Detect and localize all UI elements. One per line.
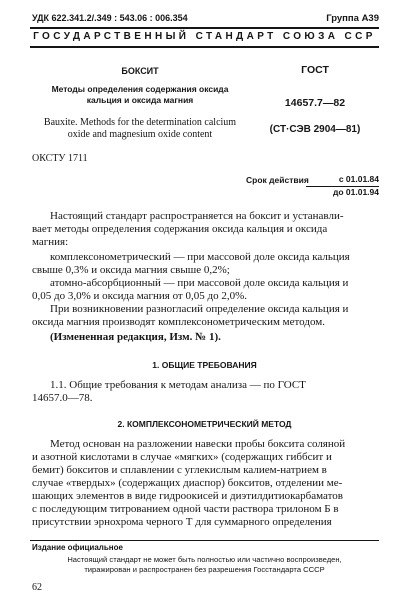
section-2-line: присутствии эрнохрома черного Т для суммарного определения	[32, 516, 332, 528]
intro-line: оксида магния производят комплексонометрическим методом.	[32, 316, 325, 328]
intro-line: комплексонометрический — при массовой доле оксида кальция	[50, 251, 350, 263]
section-2-line: с последующим титрованием одной части раствора трилоном Б в	[32, 503, 339, 515]
section-2-line: бемит) бокситов и сплавлении с углекислым калием-натрием в	[32, 464, 327, 476]
intro-paragraph-complexometric	[32, 251, 379, 277]
intro-line: вает методы определения содержания оксида кальция и оксида	[32, 223, 328, 235]
intro-line: свыше 0,3% и оксида магния свыше 0,2%;	[32, 264, 230, 276]
english-title-line-2: oxide and magnesium oxide content	[67, 129, 213, 140]
method-title	[30, 84, 250, 106]
validity-from: с 01.01.84	[338, 174, 379, 184]
okstu-code: ОКСТУ 1711	[32, 153, 88, 164]
section-2-line: случае «твердых» (содержащих диаспор) бокситов, отделении ме-	[32, 477, 343, 489]
gost-label: ГОСТ	[301, 64, 329, 76]
copyright-notice	[30, 555, 379, 575]
intro-paragraph-scope	[32, 210, 379, 249]
group-code: Группа А39	[326, 13, 379, 24]
intro-line: магния:	[32, 236, 69, 248]
sev-number: (СТ·СЭВ 2904—81)	[269, 124, 361, 135]
udk-code: УДК 622.341.2/.349 : 543.06 : 006.354	[32, 13, 188, 23]
intro-line: атомно-абсорбционный — при массовой доле оксида кальция и	[50, 277, 349, 289]
method-title-line-1: Методы определения содержания оксида	[51, 84, 229, 94]
section-2-line: Метод основан на разложении навески пробы боксита соляной	[50, 438, 346, 450]
method-title-line-2: кальция и оксида магния	[86, 95, 194, 105]
section-2-line: и азотной кислотами в случае «мягких» (содержащих гиббсит и	[32, 451, 332, 463]
intro-line: Настоящий стандарт распространяется на боксит и устанавли-	[50, 210, 344, 222]
amendment-note: (Измененная редакция, Изм. № 1).	[50, 331, 221, 343]
english-title	[30, 117, 250, 141]
section-1-heading: 1. ОБЩИЕ ТРЕБОВАНИЯ	[152, 360, 257, 370]
section-2-line: шающих элементов в виде гидроокисей и диэтилдитиокарбаматов	[32, 490, 344, 502]
section-1-line: 14657.0—78.	[32, 392, 93, 404]
official-edition-label: Издание официальное	[32, 543, 123, 552]
intro-paragraph-atomic-absorption	[32, 277, 379, 303]
section-2-heading: 2. КОМПЛЕКСОНОМЕТРИЧЕСКИЙ МЕТОД	[117, 419, 292, 429]
intro-line: 0,05 до 3,0% и оксида магния от 0,05 до 2,0%.	[32, 290, 247, 302]
intro-line: При возникновении разногласий определение оксида кальция и	[50, 303, 349, 315]
header-rule-bottom	[30, 46, 379, 48]
gost-number: 14657.7—82	[284, 97, 346, 109]
validity-to: до 01.01.94	[332, 187, 379, 197]
validity-label: Срок действия	[246, 175, 309, 185]
header-rule-top	[30, 27, 379, 29]
page-number: 62	[32, 582, 42, 593]
intro-paragraph-disputes	[32, 303, 379, 329]
document-subject: БОКСИТ	[121, 66, 159, 76]
section-1-line: 1.1. Общие требования к методам анализа — по ГОСТ	[50, 379, 306, 391]
copyright-notice-line-1: Настоящий стандарт не может быть полностью или частично воспроизведен,	[67, 555, 342, 564]
standard-title: ГОСУДАРСТВЕННЫЙ СТАНДАРТ СОЮЗА ССР	[33, 31, 376, 42]
english-title-line-1: Bauxite. Methods for the determination calcium	[43, 117, 237, 128]
footer-rule	[30, 540, 379, 541]
copyright-notice-line-2: тиражирован и распространен без разрешения Госстандарта СССР	[84, 565, 325, 574]
section-1-paragraph	[32, 379, 379, 405]
section-2-paragraph	[32, 438, 379, 529]
